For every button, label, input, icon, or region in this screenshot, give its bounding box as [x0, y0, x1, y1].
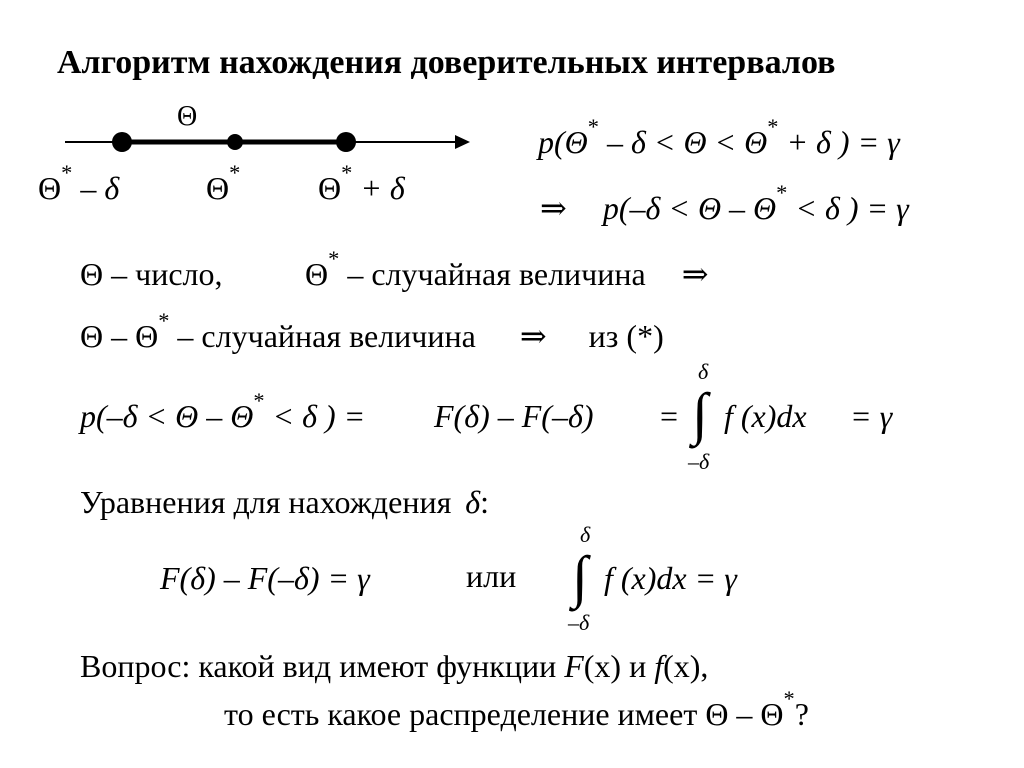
integral-equation: f (x)dx = γ	[604, 560, 737, 596]
cdf-equation: F(δ) – F(–δ) = γ	[160, 560, 370, 596]
integral-upper-limit-1: δ	[698, 359, 709, 384]
theta-top-label: Θ	[177, 101, 198, 132]
page-title: Алгоритм нахождения доверительных интервалов	[57, 44, 836, 81]
point-right	[336, 132, 356, 152]
question-line-1: Вопрос: какой вид имеют функции F(x) и f(x),	[80, 648, 709, 684]
integral-sign-1: ∫	[692, 381, 708, 446]
equations-heading: Уравнения для нахождения δ:	[80, 484, 490, 520]
statement-theta-number: Θ – число,	[80, 256, 223, 292]
point-mid	[227, 134, 243, 150]
question-line-2: то есть какое распределение имеет Θ – Θ*?	[224, 685, 809, 732]
label-theta-star: Θ*	[206, 159, 241, 206]
label-theta-star-minus-delta: Θ* – δ	[38, 159, 120, 206]
integral-upper-limit-2: δ	[580, 522, 591, 547]
integral-lower-limit-2: –δ	[568, 610, 590, 635]
implies-arrow-1: ⇒	[540, 190, 567, 226]
statement-theta-star-random: Θ* – случайная величина ⇒	[305, 245, 709, 292]
equals-sign-1: =	[660, 398, 679, 434]
implies-arrow-2: ⇒	[681, 256, 709, 292]
axis-arrow-head	[455, 135, 470, 149]
equals-gamma-1: = γ	[850, 398, 893, 434]
integrand-1: f (x)dx	[724, 398, 807, 434]
point-left	[112, 132, 132, 152]
integral-lower-limit-1: –δ	[688, 449, 710, 474]
number-line-diagram	[60, 118, 470, 168]
integral-sign-2: ∫	[572, 544, 588, 609]
cdf-difference: F(δ) – F(–δ)	[434, 398, 594, 434]
label-theta-star-plus-delta: Θ* + δ	[318, 159, 405, 206]
probability-formula-1: p(Θ* – δ < Θ < Θ* + δ ) = γ	[538, 113, 900, 160]
probability-formula-2: ⇒ p(–δ < Θ – Θ* < δ ) = γ	[540, 179, 909, 226]
or-label: или	[466, 558, 517, 594]
statement-difference-random: Θ – Θ* – случайная величина ⇒ из (*)	[80, 307, 664, 354]
probability-cdf-equation: p(–δ < Θ – Θ* < δ ) =	[80, 387, 366, 434]
implies-arrow-3: ⇒	[519, 318, 547, 354]
